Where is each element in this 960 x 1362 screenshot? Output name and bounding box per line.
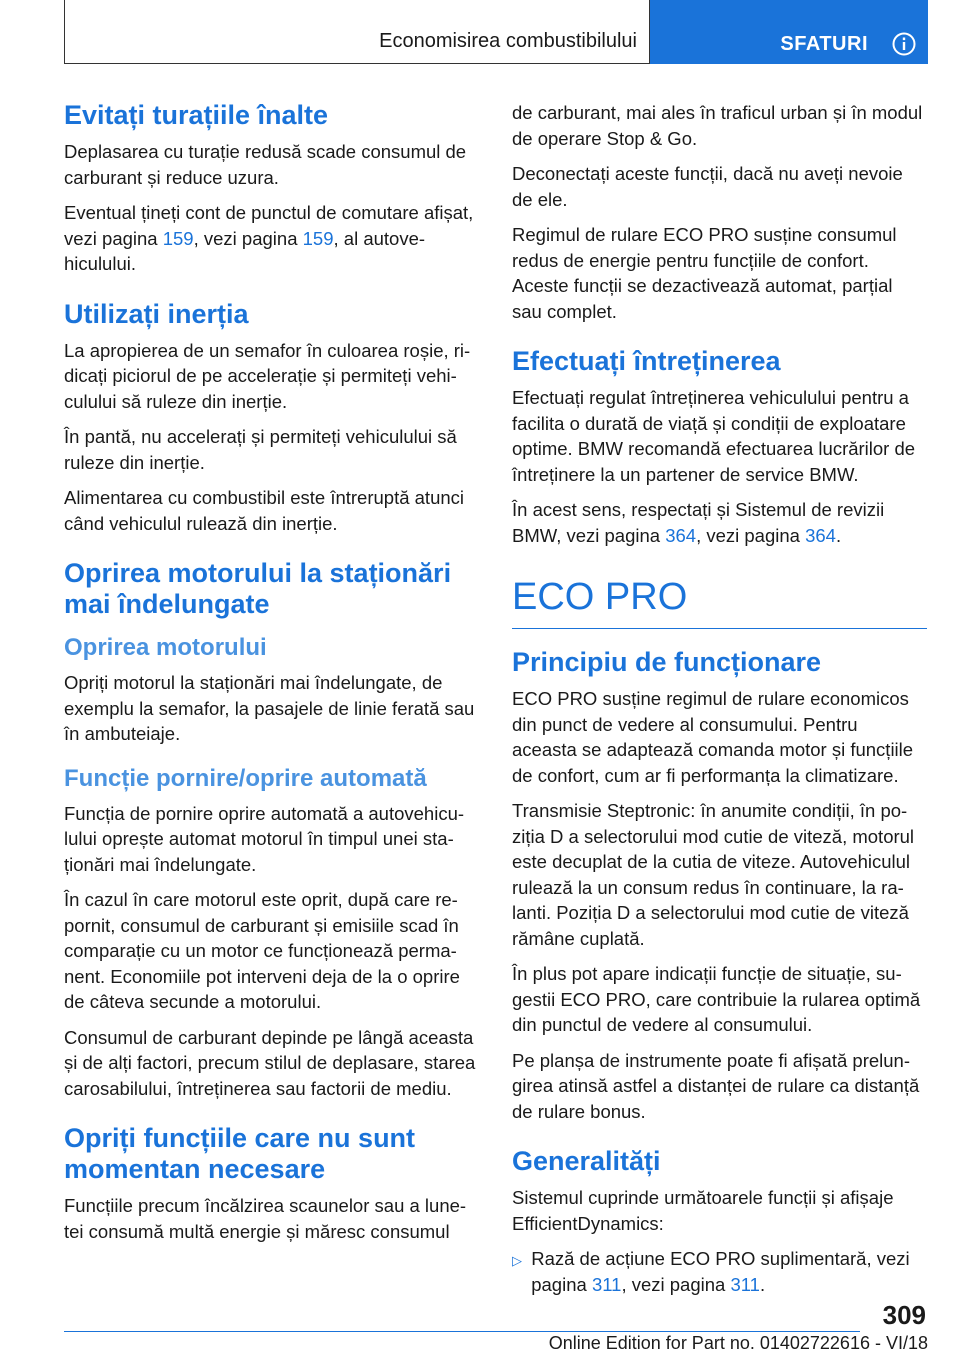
paragraph: În plus pot apare indicații funcție de situație, sugestii ECO PRO, care contribuie la rularea optimă din punctul de vedere al consumului. [512,963,921,1035]
section-engine-stop [64,558,479,1101]
paragraph: Alimentarea cu combustibil este întreruptă atunci când vehiculul rulează din inerție. [64,487,465,534]
chapter-heading-eco-pro: ECO PRO [512,574,927,629]
paragraph: Sistemul cuprinde următoarele funcții și afișaje EfficientDynamics: [512,1187,894,1234]
paragraph: Efectuați regulat întreținerea vehiculului pentru a facilita o durată de viață și condiții de exploatare optime. BMW recomandă efectuarea lucrărilor de întreținere la un partener de service BMW. [512,387,916,485]
paragraph: Opriți motorul la staționări mai îndelungate, de exemplu la semafor, la pasajele de linie ferată sau în ambuteiaje. [64,672,475,744]
paragraph: La apropierea de un semafor în culoarea roșie, ridicați piciorul de pe accelerație și permiteți vehiculului să ruleze din inerție. [64,339,471,412]
paragraph: Funcția de pornire oprire automată a autovehiculului oprește automat motorul în timpul unei staționări mai îndelungate. [64,802,465,875]
heading-engine-stop: Oprirea motorului la staționări mai îndelungate [64,558,452,619]
footer-divider [64,1331,860,1332]
section-principle [512,647,927,1124]
paragraph: În acest sens, respectați și Sistemul de revizii BMW, vezi pagina 364, vezi pagina 364. [512,499,885,546]
paragraph: Deplasarea cu turație redusă scade consumul de carburant și reduce uzura. [64,141,467,188]
page-link[interactable]: 311 [591,1273,622,1295]
paragraph: În pantă, nu accelerați și permiteți vehiculului să ruleze din inerție. [64,426,457,473]
info-icon [892,32,916,56]
list-item: ▷ Rază de acțiune ECO PRO suplimentară, vezi pagina 311, vezi pagina 311. [512,1246,927,1297]
left-column [64,100,479,1266]
paragraph: Transmisie Steptronic: în anumite condiții, în poziția D a selectorului mod cutie de viteză, motorul este decuplat de la cutia de viteze. Autovehiculul rulează la un consum redus în continuare, la ralanti. Poziția D a selectorului mod cutie de viteză rămâne cuplată. [512,800,915,949]
subheading-engine-off: Oprirea motorului [64,634,267,661]
page-link[interactable]: 159 [162,227,194,249]
heading-principle: Principiu de funcționare [512,647,822,677]
section-high-rpm [64,100,479,277]
page-link[interactable]: 311 [730,1273,760,1295]
paragraph: Deconectați aceste funcții, dacă nu aveți nevoie de ele. [512,163,903,210]
bullet-triangle-icon: ▷ [512,1253,522,1268]
paragraph: Eventual țineți cont de punctul de comutare afișat, vezi pagina 159, vezi pagina 159, al autovehiculului. [64,202,474,274]
paragraph: Pe planșa de instrumente poate fi afișată prelungirea atinsă astfel a distanței de rulare ca distanță de rulare bonus. [512,1049,920,1122]
section-label: SFATURI [780,33,868,55]
page-link[interactable]: 159 [302,227,334,249]
heading-coasting: Utilizați inerția [64,298,249,329]
paragraph: de carburant, mai ales în traficul urban și în modul de operare Stop & Go. [512,102,923,149]
heading-maintenance: Efectuați întreținerea [512,346,781,376]
heading-general: Generalități [512,1146,661,1176]
paragraph: Consumul de carburant depinde pe lângă aceasta și de alți factori, precum stilul de deplasare, starea carosabilului, întreținerea sau factorii de mediu. [64,1026,476,1099]
section-coasting [64,299,479,537]
page-link[interactable]: 364 [665,524,697,546]
right-column [512,100,927,1319]
section-general [512,1146,927,1297]
paragraph: Regimul de rulare ECO PRO susține consumul redus de energie pentru funcțiile de confort. Aceste funcții se dezactivează automat, parțial sau complet. [512,224,897,322]
paragraph: În cazul în care motorul este oprit, după care repornit, consumul de carburant și emisiile scad în comparație cu un motor ce funcționează permanent. Economiile pot interveni deja de la o oprire de câteva secunde a motorului. [64,889,460,1012]
paragraph: ECO PRO susține regimul de rulare economicos din punct de vedere al consumului. Pentru aceasta se adaptează comanda motor și funcțiile de confort, cum ar fi performanța la climatizare. [512,688,914,786]
chapter-title: Economisirea combustibilului [64,0,650,64]
section-unneeded-functions [64,1123,479,1244]
subheading-auto-start-stop: Funcție pornire/oprire automată [64,764,427,792]
heading-unneeded-functions: Opriți funcțiile care nu sunt momentan necesare [64,1123,416,1184]
section-tab [650,0,928,64]
footer-edition: Online Edition for Part no. 01402722616 - VI/18 [548,1333,928,1353]
paragraph: Funcțiile precum încălzirea scaunelor sau a lunetei consumă multă energie și măresc consumul [64,1195,467,1242]
section-maintenance [512,346,927,548]
page-header [64,0,928,64]
page-number: 309 [882,1300,926,1330]
heading-high-rpm: Evitați turațiile înalte [64,100,329,130]
page-link[interactable]: 364 [805,524,836,546]
